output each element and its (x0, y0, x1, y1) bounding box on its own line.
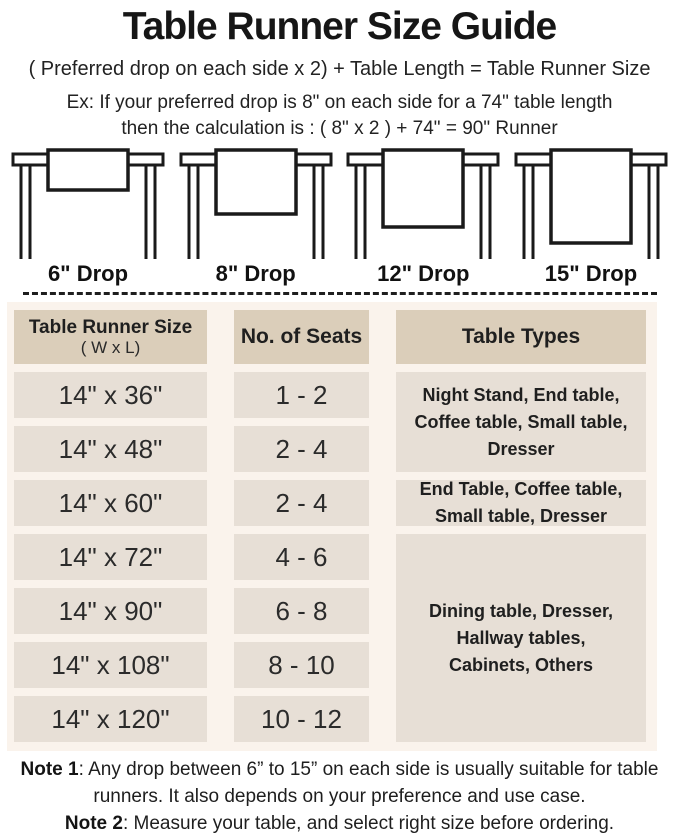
seats-cell: 6 - 8 (234, 588, 369, 634)
table-runner-6in-drop-icon (10, 147, 166, 259)
size-cell: 14" x 48" (14, 426, 207, 472)
table-types-cell-medium-tables: End Table, Coffee table, Small table, Dresser (396, 480, 646, 526)
size-cell: 14" x 90" (14, 588, 207, 634)
size-cell: 14" x 108" (14, 642, 207, 688)
column-header-runner-size (14, 310, 207, 364)
table-runner-8in-drop-icon (178, 147, 334, 259)
drop-diagram-12in (343, 147, 503, 287)
seats-cell: 10 - 12 (234, 696, 369, 742)
note-1 (2, 756, 677, 810)
runner-shape (551, 150, 631, 243)
drop-label-15in: 15" Drop (544, 261, 638, 286)
note-2-label: Note 2 (64, 813, 123, 834)
note-1-text: : Any drop between 6” to 15” on each side is usually suitable for table runners. It also depends on your preference and use case. (78, 759, 659, 807)
drop-diagram-8in (176, 147, 336, 287)
runner-shape (216, 150, 296, 214)
dashed-divider (23, 292, 657, 295)
size-cell: 14" x 120" (14, 696, 207, 742)
runner-shape (48, 150, 128, 190)
note-2-text: : Measure your table, and select right size before ordering. (122, 813, 615, 834)
formula-text: ( Preferred drop on each side x 2) + Table Length = Table Runner Size (28, 58, 651, 80)
runner-size-header-sub: ( W x L) (80, 337, 141, 357)
table-types-cell-large-tables: Dining table, Dresser, Hallway tables, Cabinets, Others (396, 534, 646, 742)
example-text (0, 90, 679, 142)
seats-cell: 2 - 4 (234, 426, 369, 472)
table-types-cell-small-tables: Night Stand, End table, Coffee table, Small table, Dresser (396, 372, 646, 472)
table-runner-15in-drop-icon (513, 147, 669, 259)
drop-label-8in: 8" Drop (215, 261, 296, 286)
column-header-seats: No. of Seats (234, 310, 369, 364)
note-2 (2, 810, 677, 837)
drop-label-6in: 6" Drop (47, 261, 129, 286)
seats-cell: 1 - 2 (234, 372, 369, 418)
page-title: Table Runner Size Guide (122, 5, 557, 48)
drop-label-12in: 12" Drop (377, 261, 470, 286)
note-1-label: Note 1 (20, 759, 79, 780)
size-cell: 14" x 60" (14, 480, 207, 526)
seats-cell: 8 - 10 (234, 642, 369, 688)
runner-size-header-title: Table Runner Size (28, 316, 193, 338)
drop-diagrams (0, 147, 679, 287)
size-guide-table (7, 302, 657, 751)
table-runner-12in-drop-icon (345, 147, 501, 259)
size-cell: 14" x 36" (14, 372, 207, 418)
column-header-table-types: Table Types (396, 310, 646, 364)
drop-diagram-15in (511, 147, 671, 287)
notes-section (0, 756, 679, 837)
size-cell: 14" x 72" (14, 534, 207, 580)
seats-cell: 4 - 6 (234, 534, 369, 580)
example-line-1: Ex: If your preferred drop is 8" on each side for a 74" table length (66, 92, 613, 113)
example-line-2: then the calculation is : ( 8" x 2 ) + 74" = 90" Runner (121, 118, 558, 139)
drop-diagram-6in (8, 147, 168, 287)
runner-shape (383, 150, 463, 227)
seats-cell: 2 - 4 (234, 480, 369, 526)
